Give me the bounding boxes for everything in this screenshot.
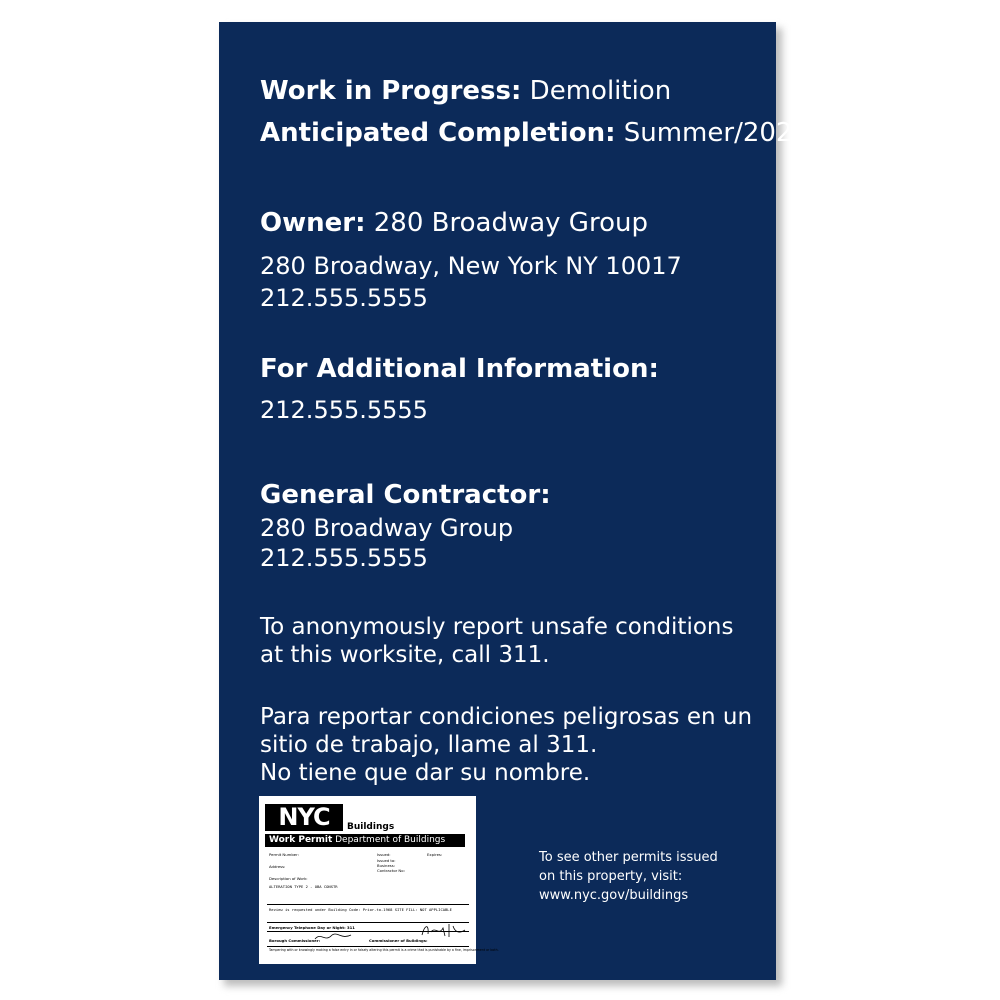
divider (267, 946, 469, 947)
nyc-logo: NYC (265, 804, 343, 831)
info-phone: 212.555.5555 (260, 396, 428, 424)
business-label: Business: (377, 863, 396, 868)
completion-value: Summer/2021 (615, 118, 809, 148)
commissioner-signature (419, 920, 469, 940)
address-label: Address: (269, 864, 286, 869)
review-note: Review is requested under Building Code: Prior-to-1968 SITE FILL: NOT APPLICABLE (269, 907, 452, 912)
work-permit-title-bar (265, 834, 465, 847)
emergency-line: Emergency Telephone Day or Night: 311 (269, 925, 355, 930)
commissioner-label: Commissioner of Buildings: (369, 938, 428, 943)
report-english-line-2: at this worksite, call 311. (260, 642, 550, 668)
permit-number-label: Permit Number: (269, 852, 299, 857)
visit-line-1: To see other permits issued (539, 850, 718, 865)
info-label: For Additional Information: (260, 354, 659, 384)
owner-line (260, 208, 648, 238)
work-type-value: ALTERATION TYPE 2 - OBA CONSTR (269, 884, 338, 889)
permits-visit-note (539, 848, 718, 905)
owner-name: 280 Broadway Group (365, 208, 648, 238)
contractor-no-label: Contractor No: (377, 868, 405, 873)
work-label: Work in Progress: (260, 76, 522, 106)
owner-phone: 212.555.5555 (260, 284, 428, 312)
visit-line-2: on this property, visit: (539, 869, 683, 884)
issued-to-label: Issued to: (377, 858, 396, 863)
description-label: Description of Work: (269, 876, 308, 881)
contractor-label: General Contractor: (260, 480, 551, 510)
issued-label: Issued: (377, 852, 391, 857)
work-permit-title: Work Permit (269, 835, 333, 845)
completion-line (260, 118, 809, 148)
contractor-name: 280 Broadway Group (260, 514, 514, 542)
completion-label: Anticipated Completion: (260, 118, 616, 148)
report-spanish-line-1: Para reportar condiciones peligrosas en un (260, 704, 753, 730)
owner-address: 280 Broadway, New York NY 10017 (260, 252, 682, 280)
report-spanish-line-3: No tiene que dar su nombre. (260, 760, 591, 786)
divider (267, 904, 469, 905)
visit-url: www.nyc.gov/buildings (539, 888, 689, 903)
work-value: Demolition (521, 76, 672, 106)
department-title: Department of Buildings (332, 835, 446, 845)
owner-label: Owner: (260, 208, 366, 238)
work-in-progress-line (260, 76, 671, 106)
tampering-notice: Tampering with or knowingly making a false entry in or falsely altering this permit is a crime that is punishable by a fine, imprisonment or both. (269, 948, 499, 952)
work-sign (219, 22, 809, 980)
expires-label: Expires: (427, 852, 443, 857)
contractor-phone: 212.555.5555 (260, 544, 428, 572)
buildings-label: Buildings (347, 822, 395, 832)
borough-signature (313, 930, 353, 944)
work-permit-card (259, 796, 499, 964)
borough-commissioner-label: Borough Commissioner: (269, 938, 321, 943)
report-english-line-1: To anonymously report unsafe conditions (260, 614, 734, 640)
report-spanish-line-2: sitio de trabajo, llame al 311. (260, 732, 598, 758)
